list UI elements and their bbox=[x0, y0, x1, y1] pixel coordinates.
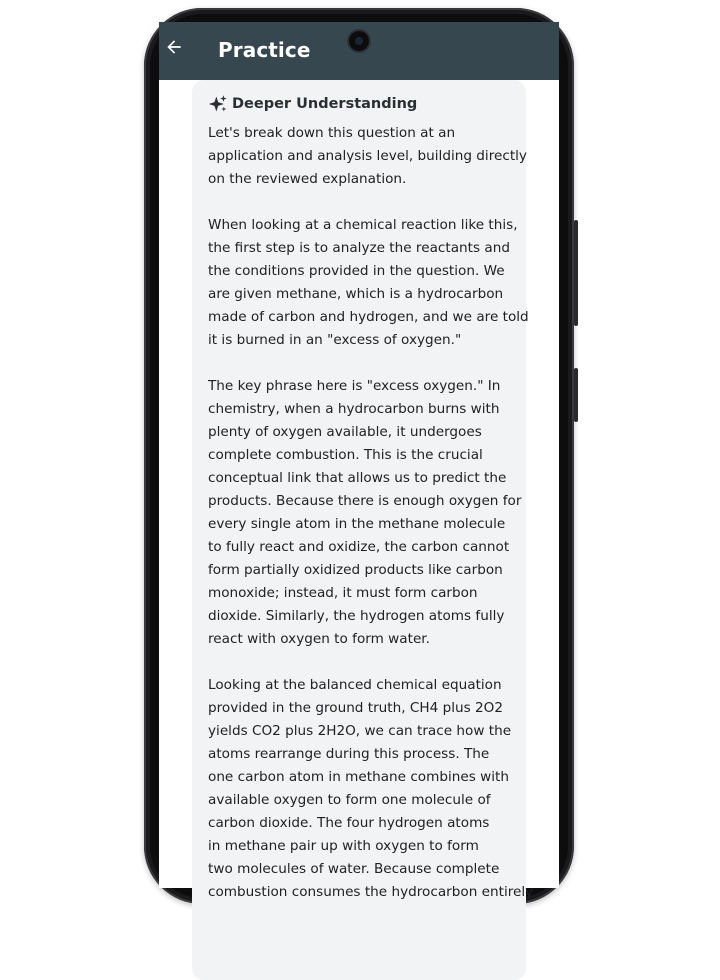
text-line: When looking at a chemical reaction like this, bbox=[208, 217, 518, 233]
text-line: chemistry, when a hydrocarbon burns with bbox=[208, 401, 500, 417]
card-body bbox=[208, 122, 534, 927]
text-line: combustion consumes the hydrocarbon entirely bbox=[208, 884, 534, 900]
text-line: Looking at the balanced chemical equation bbox=[208, 677, 502, 693]
text-line: plenty of oxygen available, it undergoes bbox=[208, 424, 482, 440]
text-line: in methane pair up with oxygen to form bbox=[208, 838, 479, 854]
text-line: The key phrase here is "excess oxygen." In bbox=[208, 378, 501, 394]
text-line: are given methane, which is a hydrocarbon bbox=[208, 286, 504, 302]
volume-button bbox=[574, 220, 578, 326]
text-line: it is burned in an "excess of oxygen." bbox=[208, 332, 462, 348]
text-line: form partially oxidized products like carbon bbox=[208, 562, 503, 578]
sparkle-icon bbox=[208, 94, 228, 114]
card-heading-text: Deeper Understanding bbox=[232, 96, 418, 112]
text-line: yields CO2 plus 2H2O, we can trace how the bbox=[208, 723, 512, 739]
text-line: the conditions provided in the question. We bbox=[208, 263, 505, 279]
text-line: complete combustion. This is the crucial bbox=[208, 447, 483, 463]
arrow-left-icon bbox=[164, 37, 184, 57]
text-line: carbon dioxide. The four hydrogen atoms bbox=[208, 815, 490, 831]
paragraph bbox=[208, 214, 529, 352]
text-line: atoms rearrange during this process. The bbox=[208, 746, 490, 762]
paragraph bbox=[208, 375, 522, 651]
text-line: every single atom in the methane molecule bbox=[208, 516, 506, 532]
text-line: conceptual link that allows us to predict the bbox=[208, 470, 507, 486]
text-line: Let's break down this question at an bbox=[208, 125, 456, 141]
power-button bbox=[574, 368, 578, 422]
paragraph bbox=[208, 674, 534, 904]
phone-screen bbox=[159, 22, 559, 900]
text-line: monoxide; instead, it must form carbon bbox=[208, 585, 478, 601]
explanation-card bbox=[192, 80, 534, 980]
text-line: one carbon atom in methane combines with bbox=[208, 769, 509, 785]
text-line: to fully react and oxidize, the carbon cannot bbox=[208, 539, 510, 555]
page-title: Practice bbox=[218, 38, 311, 62]
front-camera bbox=[349, 31, 369, 51]
content-scroll-area[interactable] bbox=[159, 80, 559, 900]
text-line: application and analysis level, building directly bbox=[208, 148, 527, 164]
text-line: available oxygen to form one molecule of bbox=[208, 792, 491, 808]
text-line: provided in the ground truth, CH4 plus 2O2 bbox=[208, 700, 503, 716]
back-button[interactable] bbox=[161, 34, 187, 60]
app-header bbox=[159, 22, 559, 80]
paragraph bbox=[208, 122, 527, 191]
text-line: products. Because there is enough oxygen for bbox=[208, 493, 522, 509]
text-line: react with oxygen to form water. bbox=[208, 631, 430, 647]
text-line: the first step is to analyze the reactants and bbox=[208, 240, 510, 256]
text-line: made of carbon and hydrogen, and we are told bbox=[208, 309, 529, 325]
text-line: on the reviewed explanation. bbox=[208, 171, 407, 187]
text-line: dioxide. Similarly, the hydrogen atoms fully bbox=[208, 608, 505, 624]
text-line: two molecules of water. Because complete bbox=[208, 861, 500, 877]
card-heading bbox=[208, 94, 417, 114]
